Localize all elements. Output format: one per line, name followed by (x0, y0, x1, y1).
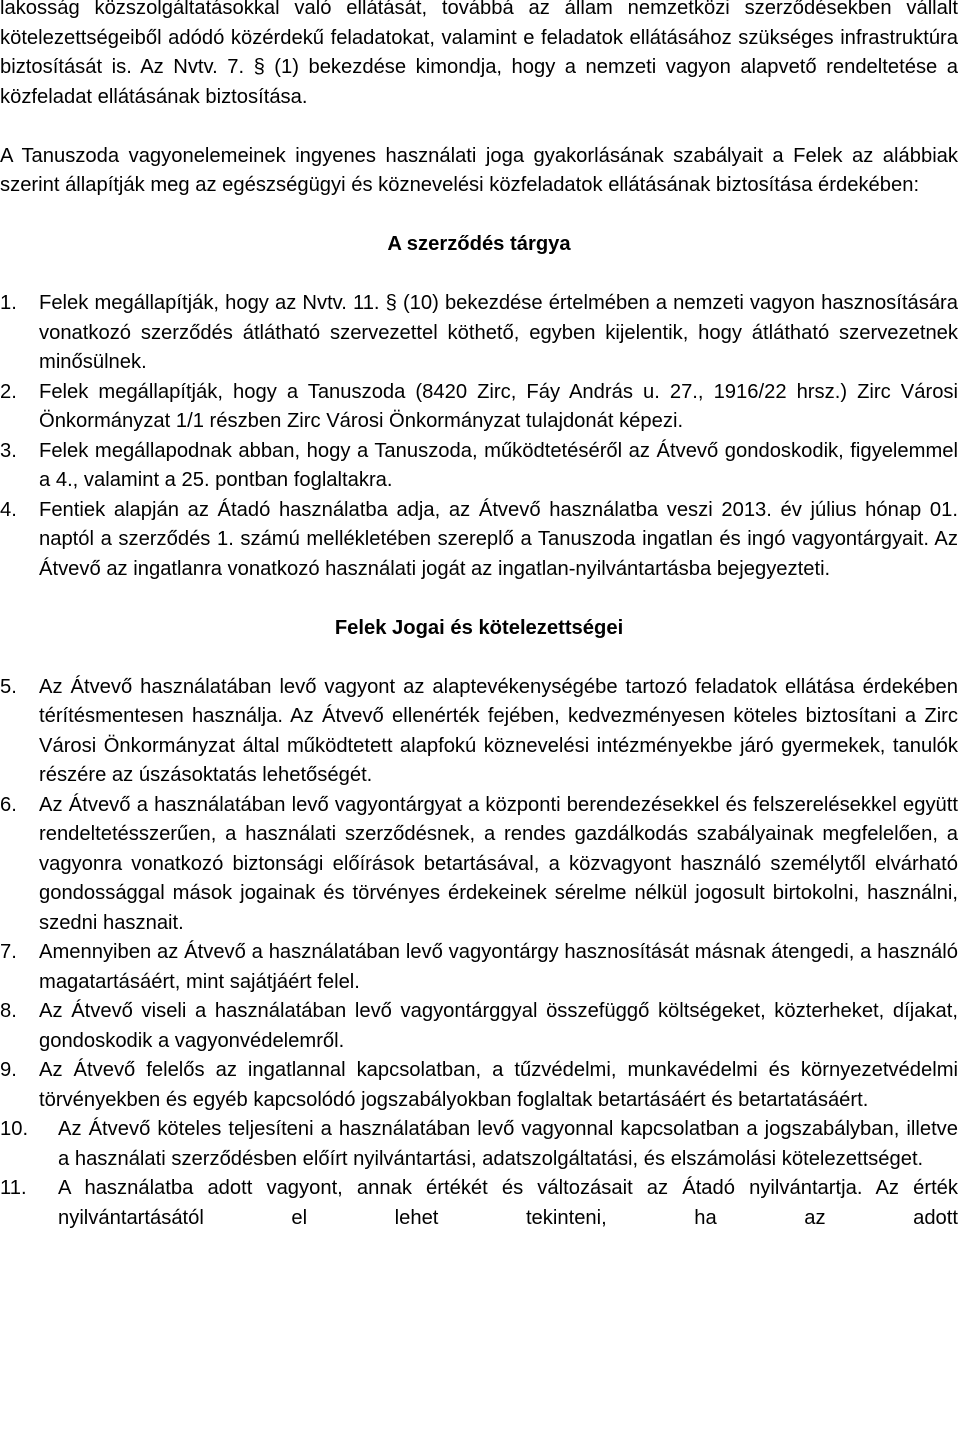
clause-8 (0, 997, 958, 1056)
clause-number: 5. (0, 675, 17, 698)
clause-2 (0, 378, 958, 437)
clause-text: Az Átvevő a használatában levő vagyontárgyat a központi berendezésekkel és felszerelésekkel együtt rendeltetésszerűen, a használati szerződésnek, a rendes gazdálkodás szabályainak megfelelően, a vagyonra vonatkozó biztonsági előírások betartásával, a közvagyont használó személytől elvárható gondossággal mások jogainak és törvényes érdekeinek sérelme nélkül jogosult birtokolni, használni, szedni hasznait. (39, 793, 958, 934)
clause-text: Az Átvevő felelős az ingatlannal kapcsolatban, a tűzvédelmi, munkavédelmi és környezetvédelmi törvényekben és egyéb kapcsolódó jogszabályokban foglaltak betartásáért és betartatásáért. (39, 1059, 958, 1111)
spacer (0, 260, 958, 290)
rules-paragraph: A Tanuszoda vagyonelemeinek ingyenes használati joga gyakorlásának szabályait a Felek az alábbiak szerint állapítják meg az egészségügyi és köznevelési közfeladatok ellátásának biztosítása érdekében: (0, 144, 958, 196)
clause-text: Az Átvevő használatában levő vagyont az alaptevékenységébe tartozó feladatok ellátása érdekében térítésmentesen használja. Az Átvevő ellenérték fejében, kedvezményesen köteles biztosítani a Zirc Városi Önkormányzat által működtetett alapfokú köznevelési intézményekbe járó gyermekek, tanulók részére az úszásoktatás lehetőségét. (39, 675, 958, 786)
clause-11 (0, 1174, 958, 1233)
clause-number: 1. (0, 292, 17, 314)
clause-5 (0, 673, 958, 791)
intro-paragraph: lakosság közszolgáltatásokkal való ellátását, továbbá az állam nemzetközi szerződésekben vállalt kötelezettségeiből adódó közérdekű feladatokat, valamint e feladatok ellátásához szükséges infrastruktúra biztosítását is. Az Nvtv. 7. § (1) bekezdése kimondja, hogy a nemzeti vagyon alapvető rendeltetése a közfeladat ellátásának biztosítása. (0, 0, 958, 108)
section-heading-rights: Felek Jogai és kötelezettségei (334, 616, 624, 639)
clause-1 (0, 289, 958, 378)
clause-number: 4. (0, 498, 17, 521)
section-heading-subject: A szerződés tárgya (387, 233, 571, 255)
clause-7 (0, 938, 958, 997)
clause-text: Felek megállapítják, hogy a Tanuszoda (8420 Zirc, Fáy András u. 27., 1916/22 hrsz.) Zirc Városi Önkormányzat 1/1 részben Zirc Városi Önkormányzat tulajdonát képezi. (39, 380, 958, 432)
clause-text: Az Átvevő viseli a használatában levő vagyontárggyal összefüggő költségeket, közterheket, díjakat, gondoskodik a vagyonvédelemről. (39, 1000, 958, 1052)
clause-number: 7. (0, 941, 17, 963)
clause-number: 8. (0, 1000, 17, 1022)
clause-number: 2. (0, 380, 17, 403)
clause-10 (0, 1115, 958, 1174)
clause-6 (0, 791, 958, 939)
clause-number: 10. (0, 1118, 29, 1140)
clause-number: 3. (0, 439, 17, 462)
clause-number: 11. (0, 1177, 27, 1199)
clause-number: 9. (0, 1059, 17, 1081)
spacer (0, 584, 958, 614)
clause-number: 6. (0, 793, 17, 816)
spacer (0, 112, 958, 142)
clause-text: Felek megállapodnak abban, hogy a Tanuszoda, működtetéséről az Átvevő gondoskodik, figyelemmel a 4., valamint a 25. pontban foglaltakra. (39, 439, 958, 491)
clause-text: Fentiek alapján az Átadó használatba adja, az Átvevő használatba veszi 2013. év július hónap 01. naptól a szerződés 1. számú mellékletében szereplő a Tanuszoda ingatlan és ingó vagyontárgyait. Az Átvevő az ingatlanra vonatkozó használati jogát az ingatlan-nyilvántartásba bejegyezteti. (39, 498, 958, 580)
clause-9 (0, 1056, 958, 1115)
spacer (0, 201, 958, 231)
clause-text: Felek megállapítják, hogy az Nvtv. 11. § (10) bekezdése értelmében a nemzeti vagyon hasznosítására vonatkozó szerződés átlátható szervezettel köthető, egyben kijelentik, hogy átlátható szervezetnek minősülnek. (39, 292, 958, 373)
clause-text: Amennyiben az Átvevő a használatában levő vagyontárgy hasznosítását másnak átengedi, a használó magatartásáért, mint sajátjáért felel. (39, 941, 958, 993)
spacer (0, 643, 958, 673)
clause-4 (0, 496, 958, 585)
clause-3 (0, 437, 958, 496)
clause-text: A használatba adott vagyont, annak értékét és változásait az Átadó nyilvántartja. Az érték nyilvántartásától el lehet tekinteni, ha az adott (58, 1177, 958, 1229)
clause-text: Az Átvevő köteles teljesíteni a használatában levő vagyonnal kapcsolatban a jogszabályban, illetve a használati szerződésben előírt nyilvántartási, adatszolgáltatási, és elszámolási kötelezettséget. (58, 1118, 958, 1170)
